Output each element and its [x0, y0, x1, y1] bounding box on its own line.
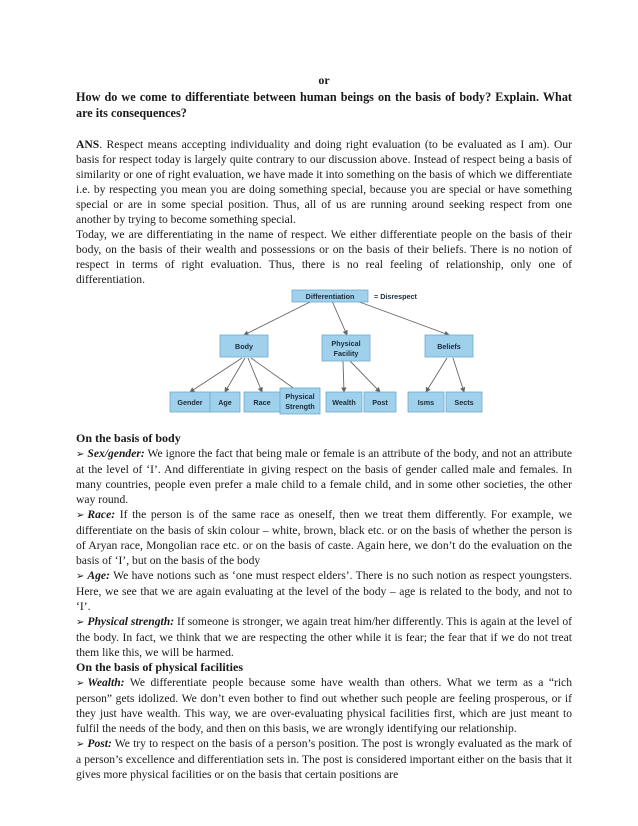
bullet-physical-strength: ➢ Physical strength: If someone is stronger, we again treat him/her differently. This is again at the level of the body. In fact, we think that we are respecting the other while it is fear; the fear that if we do not treat them like this, we will be harmed.	[76, 615, 573, 659]
arrow-bullet-icon: ➢	[76, 678, 85, 689]
group-label-physical: Physical	[331, 339, 361, 348]
leaf-node-age	[210, 392, 240, 412]
svg-text:Race: Race	[253, 398, 271, 407]
group-label-facility: Facility	[333, 349, 359, 358]
svg-text:Isms: Isms	[417, 398, 435, 407]
section-title-physical-facilities: On the basis of physical facilities	[76, 660, 244, 674]
svg-text:Sects: Sects	[454, 398, 474, 407]
diagram-root-node	[292, 290, 368, 302]
group-node-body	[220, 335, 268, 357]
svg-text:Gender: Gender	[177, 398, 203, 407]
differentiation-diagram	[76, 289, 572, 427]
question-heading: How do we come to differentiate between human beings on the basis of body? Explain. What are its consequences?	[76, 90, 572, 120]
bullet-sex-gender: ➢ Sex/gender: We ignore the fact that being male or female is an attribute of the body, and not an attribute at the level of ‘I’. And differentiate in giving respect on the basis of gender called male and females. In many countries, people even prefer a male child to a female child, and in some other societies, the other way round.	[76, 447, 572, 506]
bullet-age: ➢ Age: We have notions such as ‘one must respect elders’. There is no such notion as respect youngsters. Here, we see that we are again evaluating at the level of the body – age is related to the body, and not to ‘I’.	[76, 569, 572, 613]
arrow-bullet-icon: ➢	[76, 739, 85, 750]
bullet-race: ➢ Race: If the person is of the same race as oneself, then we treat them differently. For example, we differentiate on the basis of skin colour – white, brown, black etc. or on the basis of whether the person is of Aryan race, Mongolian race etc. or on the basis of caste. Again here, we don’t do the evaluation on the basis of ‘I’, but on the basis of the body	[76, 508, 572, 567]
leaf-node-physical-strength	[280, 388, 320, 414]
svg-text:Post: Post	[372, 398, 388, 407]
or-label: or	[318, 73, 330, 87]
arrow-bullet-icon: ➢	[76, 571, 85, 582]
leaf-node-race	[244, 392, 280, 412]
group-label-beliefs: Beliefs	[437, 342, 461, 351]
leaf-node-gender	[170, 392, 210, 412]
hierarchy-chart	[164, 289, 556, 427]
disrespect-label: = Disrespect	[374, 292, 417, 301]
group-node-beliefs	[425, 335, 473, 357]
leaf-node-isms	[408, 392, 444, 412]
answer-text-1: . Respect means accepting individuality and doing right evaluation (to be evaluated as I am). Our basis for respect today is largely quite contrary to our discussion above. Instead of respect being a basis of similarity or one of right evaluation, we have made it into something on the basis of which we differentiate i.e. by respecting you mean you are doing something special, because you are special or have something special or are in some special position. Thus, all of us are running around seeking respect from one another by trying to become something special.	[76, 138, 572, 226]
root-node-label: Differentiation	[305, 292, 355, 301]
arrow-bullet-icon: ➢	[76, 617, 85, 628]
svg-text:Age: Age	[218, 398, 232, 407]
answer-label: ANS	[76, 138, 100, 151]
svg-text:Strength: Strength	[285, 402, 315, 411]
arrow-bullet-icon: ➢	[76, 449, 85, 460]
answer-paragraph-2: Today, we are differentiating in the name of respect. We either differentiate people on the basis of their body, on the basis of their wealth and possessions or on the basis of their beliefs. There is no notion of respect in terms of right evaluation. Thus, there is no real feeling of relationship, only one of differentiation.	[76, 228, 572, 286]
svg-text:Wealth: Wealth	[332, 398, 356, 407]
answer-paragraph-1	[76, 137, 572, 227]
group-node-physical-facility	[322, 335, 370, 361]
leaf-node-wealth	[326, 392, 362, 412]
bullet-wealth: ➢ Wealth: We differentiate people because some have wealth than others. What we term as a “rich person” gets idolized. We don’t even bother to find out whether such people are feeling prosperous, or if they just have wealth. This way, we are over-evaluating physical facilities first, which are just meant to fulfil the needs of the body, and then on this basis, we are wrongly identifying our relationship.	[76, 676, 572, 735]
group-label-body: Body	[235, 342, 253, 351]
leaf-node-sects	[446, 392, 482, 412]
bullet-post: ➢ Post: We try to respect on the basis of a person’s position. The post is wrongly evaluated as the mark of a person’s excellence and differentiation sets in. The post is considered important either on the basis that it gives more physical facilities or on the basis that certain positions are	[76, 737, 572, 781]
section-title-body: On the basis of body	[76, 431, 181, 445]
arrow-bullet-icon: ➢	[76, 510, 85, 521]
svg-text:Physical: Physical	[285, 392, 315, 401]
leaf-node-post	[364, 392, 396, 412]
